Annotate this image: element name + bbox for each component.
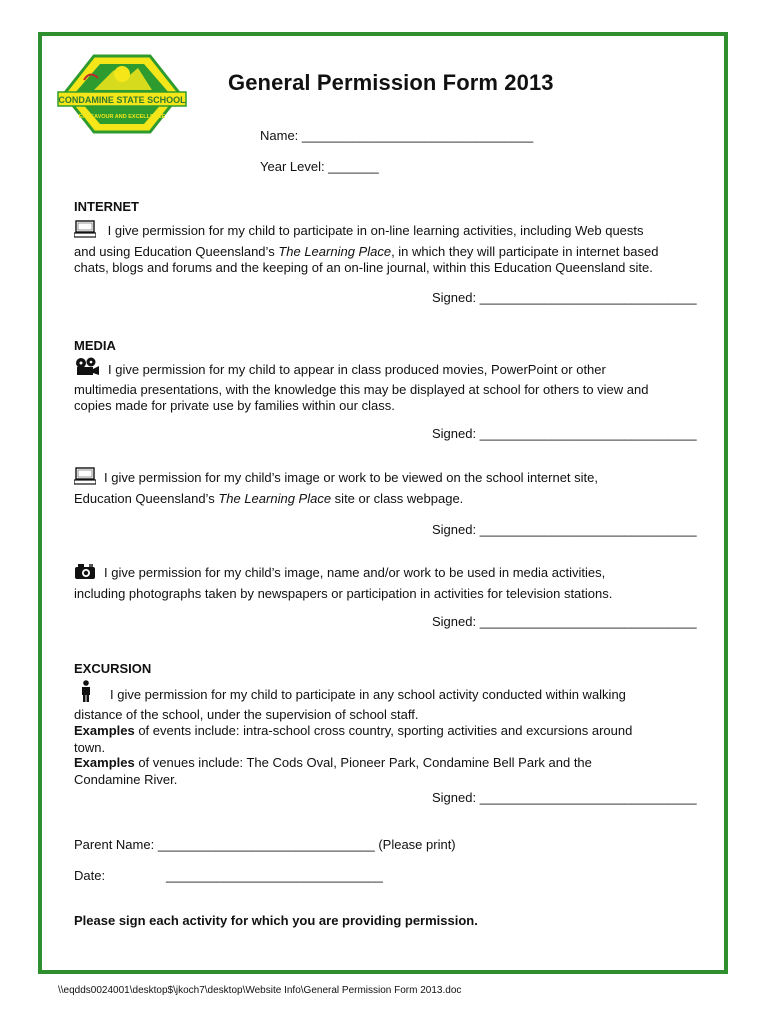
page-title: General Permission Form 2013 [228,70,554,95]
media-1-text-2: multimedia presentations, with the knowledge this may be displayed at school for others to view and [74,381,649,397]
logo-motto: ENDEAVOUR AND EXCELLENCE [78,114,166,120]
media-3-text-2: including photographs taken by newspapers or participation in activities for television stations. [74,585,613,601]
date-label: Date: [74,868,106,883]
internet-heading: INTERNET [74,199,139,214]
parent-name-field[interactable]: Parent Name: ______________________________ (Please print) [74,837,456,852]
media-paragraph-1 [74,357,724,415]
learning-place-italic: The Learning Place [278,243,392,259]
computer-icon [74,220,96,243]
media-1-text-1: I give permission for my child to appear in class produced movies, PowerPoint or other [108,362,606,377]
media-paragraph-3 [74,562,724,602]
media-1-signature-field[interactable]: Signed: ______________________________ [432,426,697,441]
year-level-field[interactable]: Year Level: _______ [260,159,379,174]
media-2-text-2b: site or class webpage. [331,490,464,506]
internet-paragraph [74,220,724,277]
excursion-signature-field[interactable]: Signed: ______________________________ [432,790,697,805]
media-paragraph-2 [74,467,724,507]
excursion-heading: EXCURSION [74,661,152,676]
photo-camera-icon [74,562,96,585]
date-field[interactable]: ______________________________ [166,868,383,883]
media-3-signature-field[interactable]: Signed: ______________________________ [432,614,697,629]
examples-venues: of venues include: The Cods Oval, Pioneer Park, Condamine Bell Park and the [134,755,592,770]
media-2-signature-field[interactable]: Signed: ______________________________ [432,522,697,537]
file-path-footer: \\eqdds0024001\desktop$\jkoch7\desktop\Website Info\General Permission Form 2013.doc [58,985,462,996]
media-2-text-1: I give permission for my child’s image or work to be viewed on the school internet site, [104,470,598,485]
examples-events-2: town. [74,739,106,755]
examples-venues-2: Condamine River. [74,771,178,787]
learning-place-italic-2: The Learning Place [218,490,332,506]
internet-text-2b: , in which they will participate in internet based [391,243,659,259]
media-2-text-2a: Education Queensland’s [74,490,219,506]
computer-icon [74,467,96,490]
instruction-text: Please sign each activity for which you are providing permission. [74,913,478,928]
internet-text-1: I give permission for my child to participate in on-line learning activities, including Web quests [104,223,644,238]
examples-label-2: Examples [74,755,135,770]
student-name-field[interactable]: Name: ________________________________ [260,128,534,143]
media-heading: MEDIA [74,338,116,353]
internet-signature-field[interactable]: Signed: ______________________________ [432,290,697,305]
school-logo [54,50,190,138]
logo-school-name: CONDAMINE STATE SCHOOL [58,95,186,105]
person-icon [80,680,92,707]
examples-label: Examples [74,723,135,738]
film-camera-icon [74,357,100,382]
internet-text-2: and using Education Queensland’s [74,243,279,259]
excursion-text-1: I give permission for my child to participate in any school activity conducted within walking [110,687,626,702]
excursion-paragraph [74,680,724,788]
internet-text-3: chats, blogs and forums and the keeping of an on-line journal, within this Education Queensland site. [74,260,653,275]
media-3-text-1: I give permission for my child’s image, name and/or work to be used in media activities, [104,565,606,580]
excursion-text-2: distance of the school, under the supervision of school staff. [74,706,419,722]
examples-events: of events include: intra-school cross country, sporting activities and excursions around [134,723,633,738]
media-1-text-3: copies made for private use by families within our class. [74,398,395,413]
